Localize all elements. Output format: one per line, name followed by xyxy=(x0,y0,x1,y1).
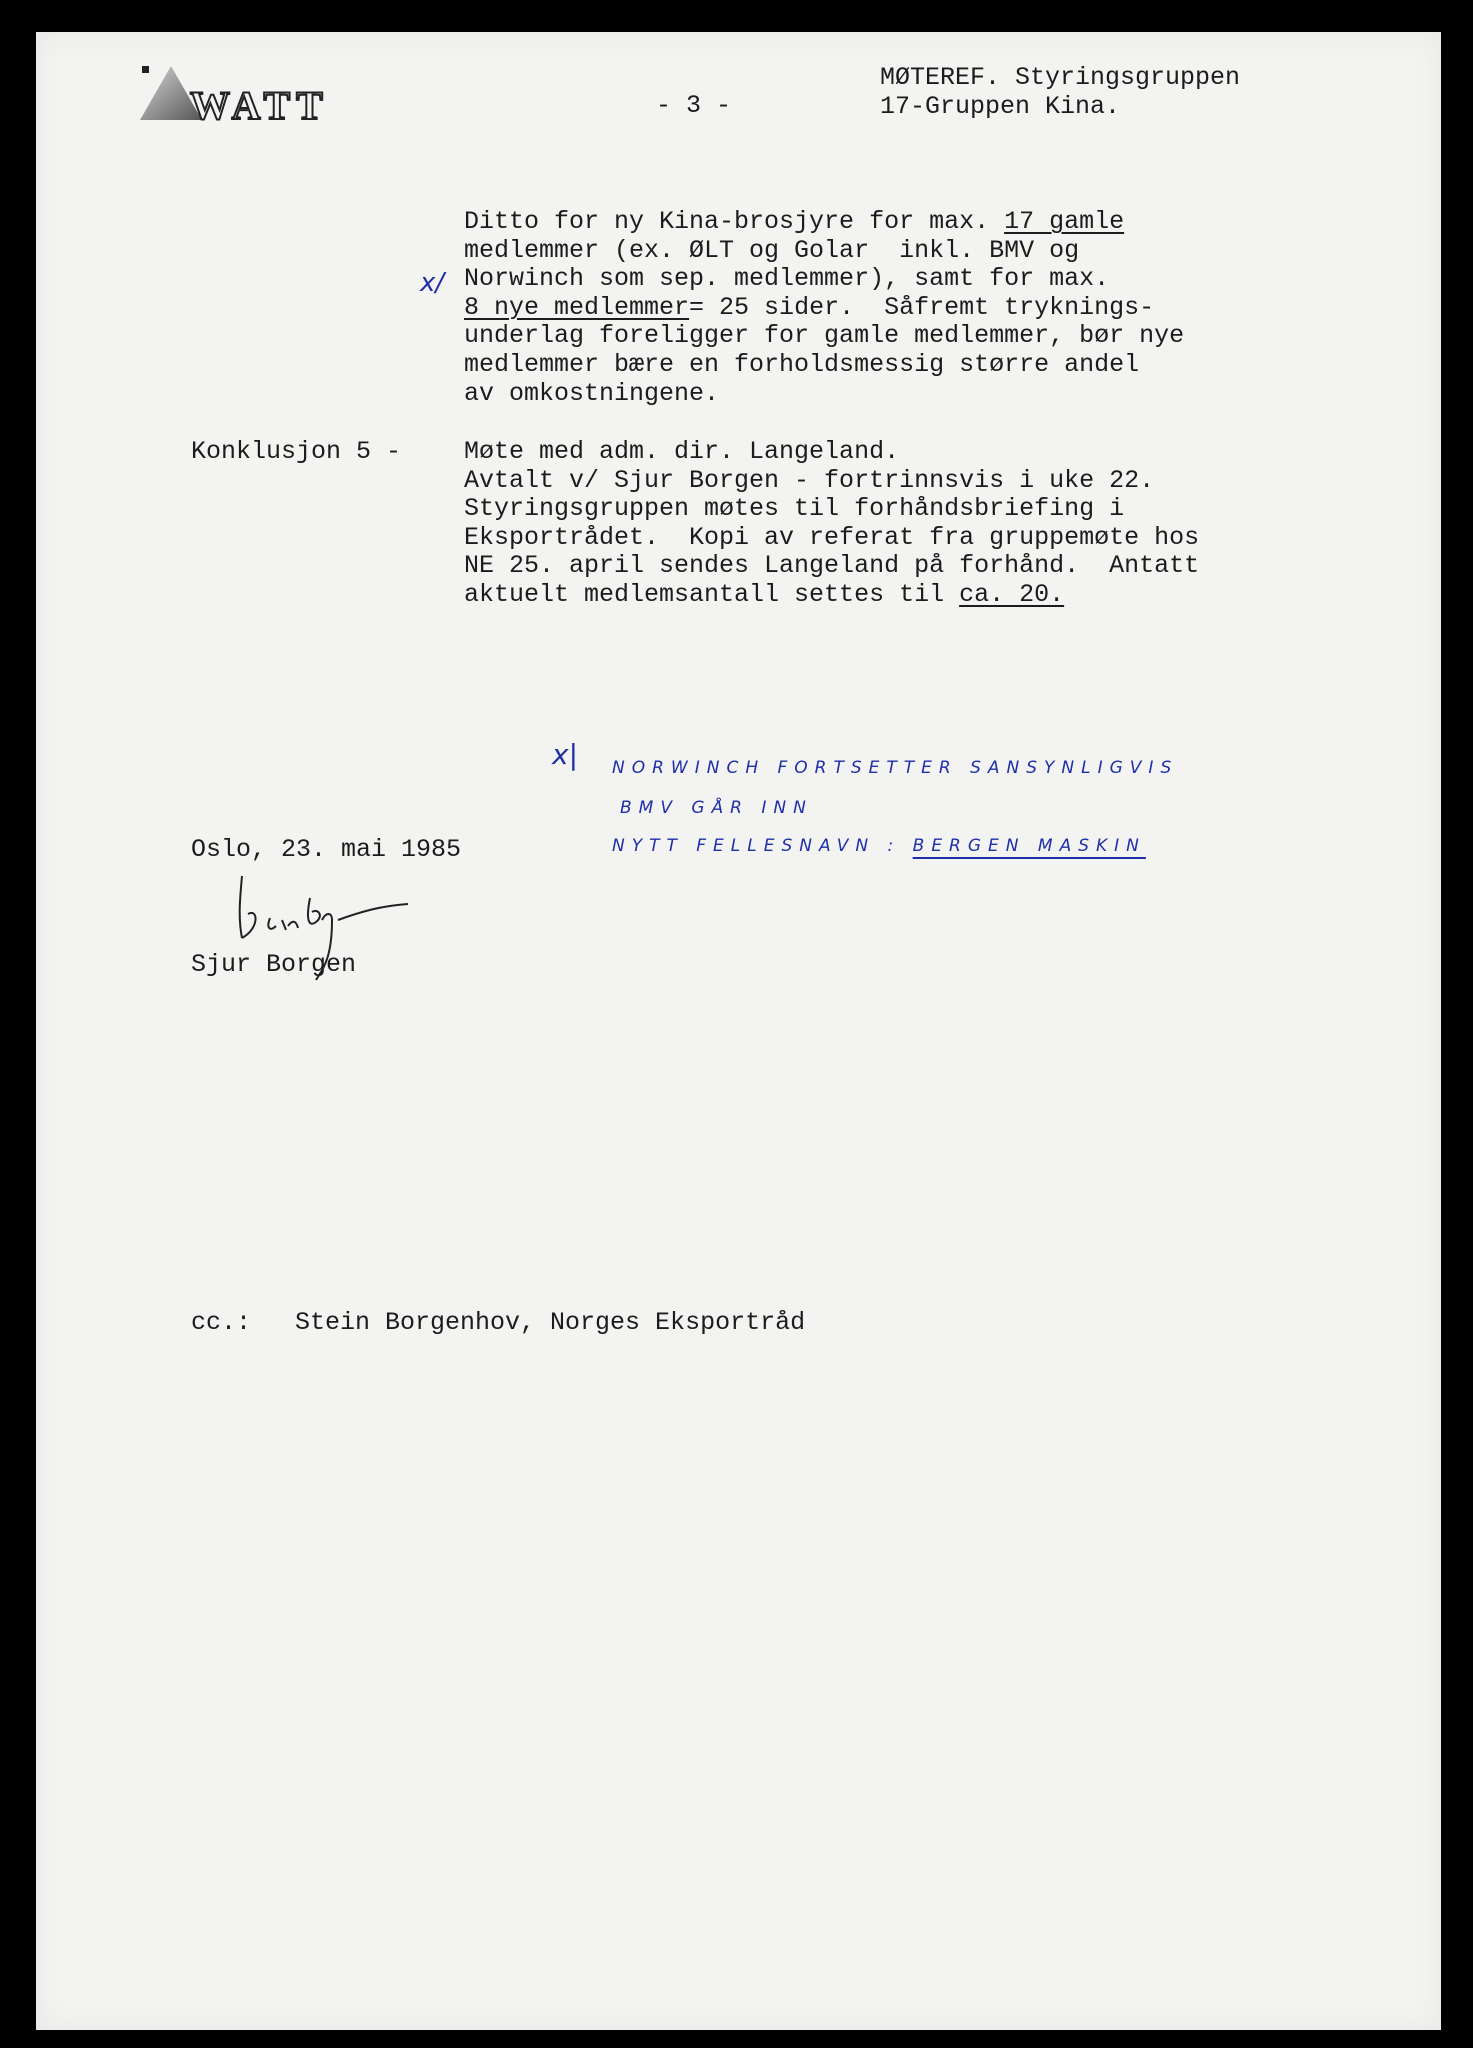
handwritten-line-3 xyxy=(612,836,1146,856)
underlined-17-gamle: 17 gamle xyxy=(1004,207,1125,236)
meeting-ref-line-2: 17-Gruppen Kina. xyxy=(880,91,1121,121)
para2-line6-text: aktuelt medlemsantall settes til xyxy=(464,579,960,609)
para2-line1: Møte med adm. dir. Langeland. xyxy=(464,437,900,466)
cc-label: cc.: xyxy=(191,1308,252,1337)
signer-name: Sjur Borgen xyxy=(191,950,357,979)
para1-line4 xyxy=(464,294,1184,323)
para2-line3: Styringsgruppen møtes til forhåndsbriefing i xyxy=(464,494,1125,524)
underlined-ca-20: ca. 20. xyxy=(959,579,1065,609)
paragraph-brochure xyxy=(464,208,1184,408)
place-date: Oslo, 23. mai 1985 xyxy=(191,835,462,864)
para1-line1-text: Ditto for ny Kina-brosjyre for max. xyxy=(464,207,1005,236)
handwritten-line-1: NORWINCH FORTSETTER SANSYNLIGVIS xyxy=(612,758,1179,778)
handwritten-line-2: BMV GÅR INN xyxy=(620,798,813,818)
para1-line2: medlemmer (ex. ØLT og Golar inkl. BMV og xyxy=(464,235,1080,265)
handwritten-line-3-text: NYTT FELLESNAVN : xyxy=(612,836,913,856)
margin-mark: x/ xyxy=(420,268,445,298)
para2-line6 xyxy=(464,581,1199,610)
para1-line4-text: = 25 sider. Såfremt tryknings- xyxy=(689,292,1155,322)
para2-line2: Avtalt v/ Sjur Borgen - fortrinnsvis i uke 22. xyxy=(464,465,1155,495)
para1-line6: medlemmer bære en forholdsmessig større andel xyxy=(464,349,1140,379)
watt-logo-text: WATT xyxy=(190,83,329,128)
page-number: - 3 - xyxy=(656,91,732,120)
handwritten-mark: x| xyxy=(552,738,579,771)
underlined-8-nye-medlemmer: 8 nye medlemmer xyxy=(464,292,690,322)
handwritten-underlined-name: BERGEN MASKIN xyxy=(912,836,1146,856)
paragraph-conclusion xyxy=(464,438,1199,610)
meeting-ref-line-1: MØTEREF. Styringsgruppen xyxy=(880,63,1241,92)
meeting-reference xyxy=(880,64,1240,121)
conclusion-label: Konklusjon 5 - xyxy=(191,437,402,466)
para1-line1 xyxy=(464,208,1184,237)
para2-line4: Eksportrådet. Kopi av referat fra gruppemøte hos xyxy=(464,522,1200,552)
para1-line5: underlag foreligger for gamle medlemmer, bør nye xyxy=(464,321,1185,351)
para1-line7: av omkostningene. xyxy=(464,378,720,408)
para2-line5: NE 25. april sendes Langeland på forhånd. Antatt xyxy=(464,551,1200,581)
para1-line3: Norwinch som sep. medlemmer), samt for max. xyxy=(464,264,1110,294)
cc-recipient: Stein Borgenhov, Norges Eksportråd xyxy=(295,1308,806,1337)
